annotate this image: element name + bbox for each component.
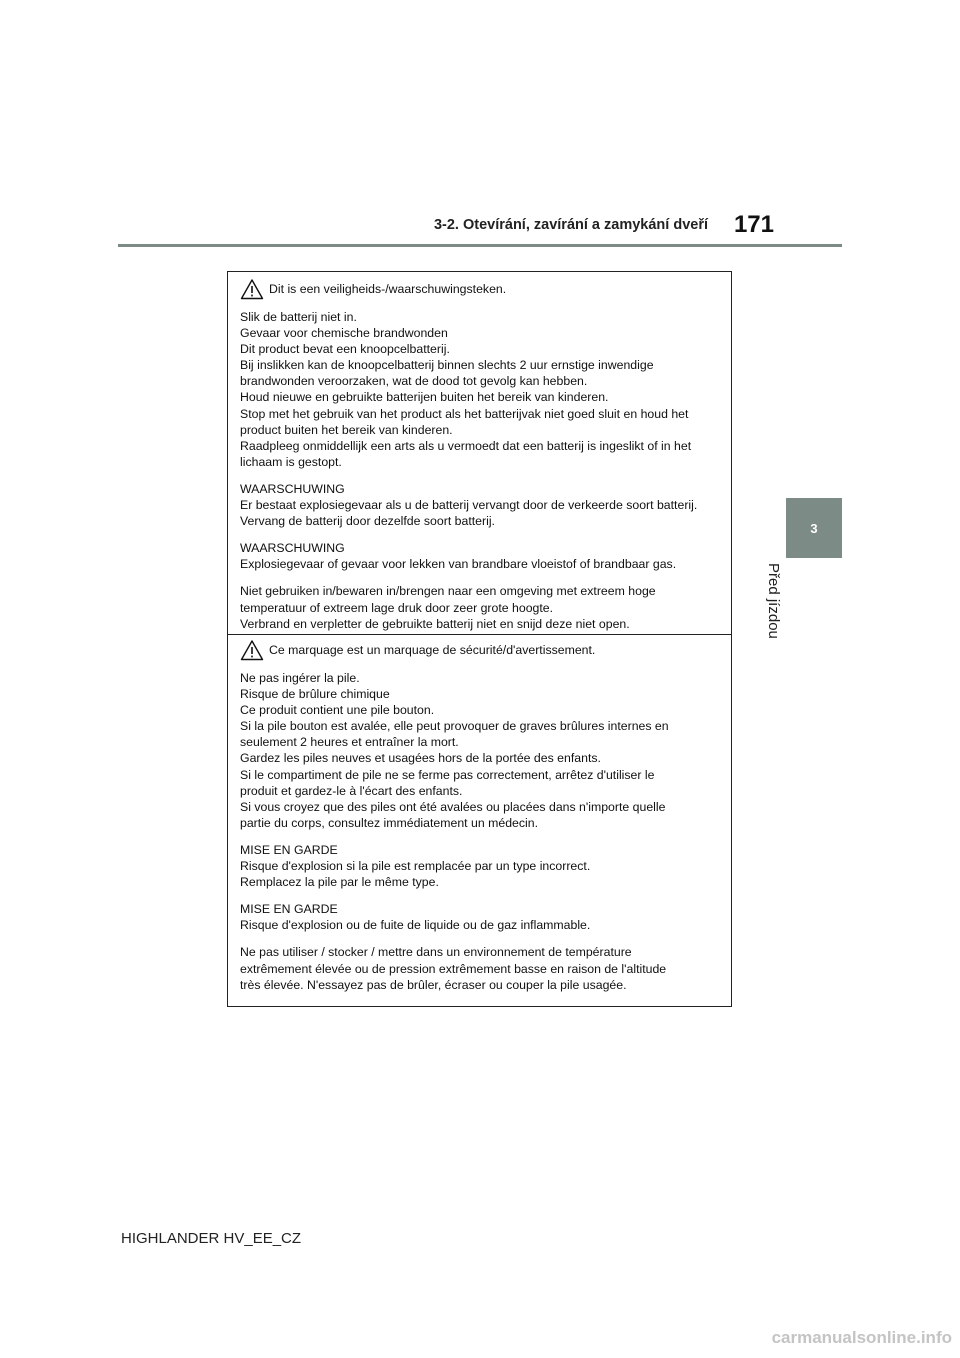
label-line: Gevaar voor chemische brandwonden (240, 326, 448, 341)
label-line: product buiten het bereik van kinderen. (240, 422, 453, 437)
label-line: brandwonden veroorzaken, wat de dood tot gevolg kan hebben. (240, 374, 588, 389)
label-line: lichaam is gestopt. (240, 454, 342, 469)
label-line: Ne pas ingérer la pile. (240, 671, 360, 685)
chapter-label (765, 563, 812, 653)
label-line: Slik de batterij niet in. (240, 310, 357, 324)
footer-model-code: HIGHLANDER HV_EE_CZ (121, 1230, 302, 1247)
label-line: temperatuur of extreem lage druk door zeer grote hoogte. (240, 600, 554, 615)
paragraph-gap (240, 890, 725, 901)
warning-triangle-icon (240, 278, 264, 300)
paragraph-gap (240, 572, 725, 583)
label-line: très élevée. N'essayez pas de brûler, écraser ou couper la pile usagée. (240, 977, 627, 992)
label-line: Si vous croyez que des piles ont été avalées ou placées dans n'importe quelle (240, 799, 666, 814)
label-line: Ce produit contient une pile bouton. (240, 703, 435, 718)
paragraph-gap (240, 470, 725, 481)
label-line: Explosiegevaar of gevaar voor lekken van brandbare vloeistof of brandbaar gas. (240, 557, 677, 572)
warning-triangle-icon (240, 639, 264, 661)
label-line: seulement 2 heures et entraîner la mort. (240, 735, 459, 750)
label-line: Niet gebruiken in/bewaren in/brengen naar een omgeving met extreem hoge (240, 584, 656, 599)
chapter-number: 3 (810, 520, 818, 536)
battery-warning-label (227, 271, 732, 1007)
label-line: Dit product bevat een knoopcelbatterij. (240, 342, 450, 357)
label-line: partie du corps, consultez immédiatement un médecin. (240, 815, 539, 830)
label-line: MISE EN GARDE (240, 842, 338, 857)
warning-body-dutch (240, 309, 725, 632)
label-line: Risque de brûlure chimique (240, 687, 390, 702)
label-line: Gardez les piles neuves et usagées hors de la portée des enfants. (240, 751, 601, 766)
warning-statement-french: Ce marquage est un marquage de sécurité/d'avertissement. (269, 643, 596, 657)
label-line: Stop met het gebruik van het product als het batterijvak niet goed sluit en houd het (240, 406, 689, 421)
label-line: Raadpleeg onmiddellijk een arts als u vermoedt dat een batterij is ingeslikt of in het (240, 438, 692, 453)
warning-header-french (240, 639, 725, 661)
chapter-tab[interactable] (786, 498, 842, 558)
paragraph-gap (240, 831, 725, 842)
warning-panel-dutch (228, 278, 731, 635)
label-line: Risque d'explosion si la pile est remplacée par un type incorrect. (240, 859, 591, 874)
paragraph-gap (240, 933, 725, 944)
chapter-label-text: Před jízdou (765, 563, 782, 639)
label-line: Si le compartiment de pile ne se ferme pas correctement, arrêtez d'utiliser le (240, 767, 655, 782)
label-line: WAARSCHUWING (240, 541, 345, 556)
warning-statement-dutch: Dit is een veiligheids-/waarschuwingsteken. (269, 282, 507, 296)
label-line: Ne pas utiliser / stocker / mettre dans un environnement de température (240, 945, 632, 960)
page-number: 171 (733, 211, 774, 238)
section-title: 3-2. Otevírání, zavírání a zamykání dveří (433, 217, 708, 233)
label-line: Houd nieuwe en gebruikte batterijen buiten het bereik van kinderen. (240, 390, 609, 405)
warning-header-dutch (240, 278, 725, 300)
label-line: Er bestaat explosiegevaar als u de batterij vervangt door de verkeerde soort batterij. (240, 498, 698, 513)
watermark: carmanualsonline.info (771, 1328, 952, 1347)
label-line: extrêmement élevée ou de pression extrêmement basse en raison de l'altitude (240, 961, 667, 976)
label-line: WAARSCHUWING (240, 481, 345, 496)
label-line: Remplacez la pile par le même type. (240, 875, 439, 890)
label-line: Si la pile bouton est avalée, elle peut provoquer de graves brûlures internes en (240, 719, 669, 734)
label-line: Vervang de batterij door dezelfde soort batterij. (240, 514, 495, 529)
warning-panel-french (228, 639, 731, 1007)
label-line: Verbrand en verpletter de gebruikte batterij niet en snijd deze niet open. (240, 616, 630, 631)
warning-body-french (240, 670, 725, 993)
header-rule (118, 244, 842, 247)
label-line: produit et gardez-le à l'écart des enfants. (240, 783, 463, 798)
paragraph-gap (240, 529, 725, 540)
label-line: Risque d'explosion ou de fuite de liquide ou de gaz inflammable. (240, 918, 591, 933)
label-line: MISE EN GARDE (240, 902, 338, 917)
label-line: Bij inslikken kan de knoopcelbatterij binnen slechts 2 uur ernstige inwendige (240, 358, 654, 373)
